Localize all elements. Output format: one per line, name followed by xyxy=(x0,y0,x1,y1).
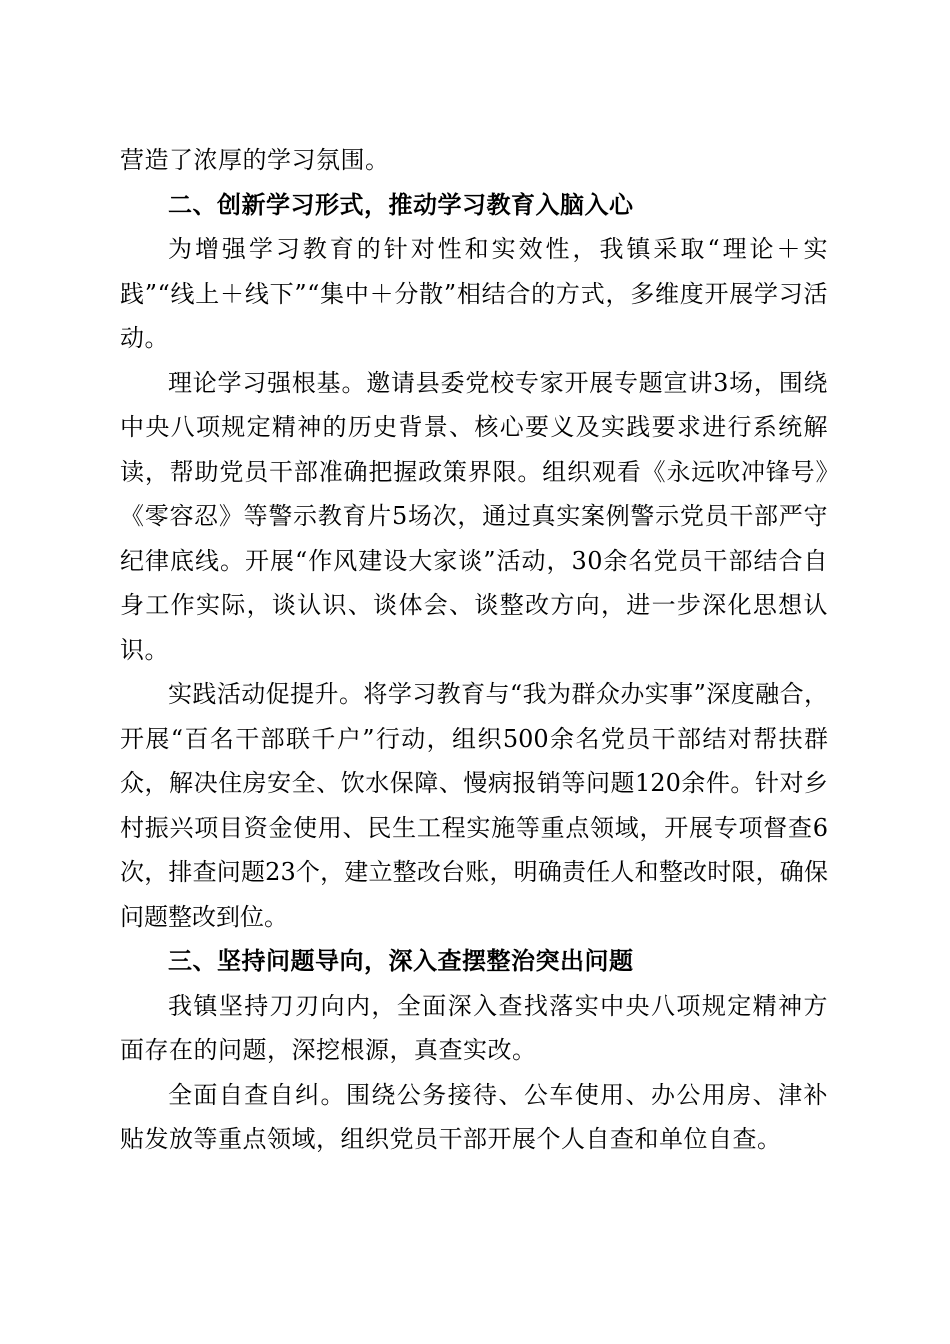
section-heading-3: 三、坚持问题导向，深入查摆整治突出问题 xyxy=(168,947,634,975)
paragraph-practice-activities: 实践活动促提升。将学习教育与“我为群众办实事”深度融合，开展“百名干部联千户”行动，组织500余名党员干部结对帮扶群众，解决住房安全、饮水保障、慢病报销等问题120余件。针对乡村振兴项目资金使用、民生工程实施等重点领域，开展专项督查6次，排查问题23个，建立整改台账，明确责任人和整改时限，确保问题整改到位。 xyxy=(120,680,828,931)
paragraph-intro-learning-forms: 为增强学习教育的针对性和实效性，我镇采取“理论＋实践”“线上＋线下”“集中＋分散”相结合的方式，多维度开展学习活动。 xyxy=(120,235,828,352)
document-body xyxy=(120,138,828,1162)
paragraph-theory-study: 理论学习强根基。邀请县委党校专家开展专题宣讲3场，围绕中央八项规定精神的历史背景、核心要义及实践要求进行系统解读，帮助党员干部准确把握政策界限。组织观看《永远吹冲锋号》《零容忍》等警示教育片5场次，通过真实案例警示党员干部严守纪律底线。开展“作风建设大家谈”活动，30余名党员干部结合自身工作实际，谈认识、谈体会、谈整改方向，进一步深化思想认识。 xyxy=(120,368,828,664)
section-heading-2: 二、创新学习形式，推动学习教育入脑入心 xyxy=(168,190,634,219)
paragraph-self-inspection: 全面自查自纠。围绕公务接待、公车使用、办公用房、津补贴发放等重点领域，组织党员干部开展个人自查和单位自查。 xyxy=(120,1080,828,1153)
paragraph-problem-oriented: 我镇坚持刀刃向内，全面深入查找落实中央八项规定精神方面存在的问题，深挖根源，真查实改。 xyxy=(120,991,828,1064)
paragraph-continuation: 营造了浓厚的学习氛围。 xyxy=(120,146,390,174)
